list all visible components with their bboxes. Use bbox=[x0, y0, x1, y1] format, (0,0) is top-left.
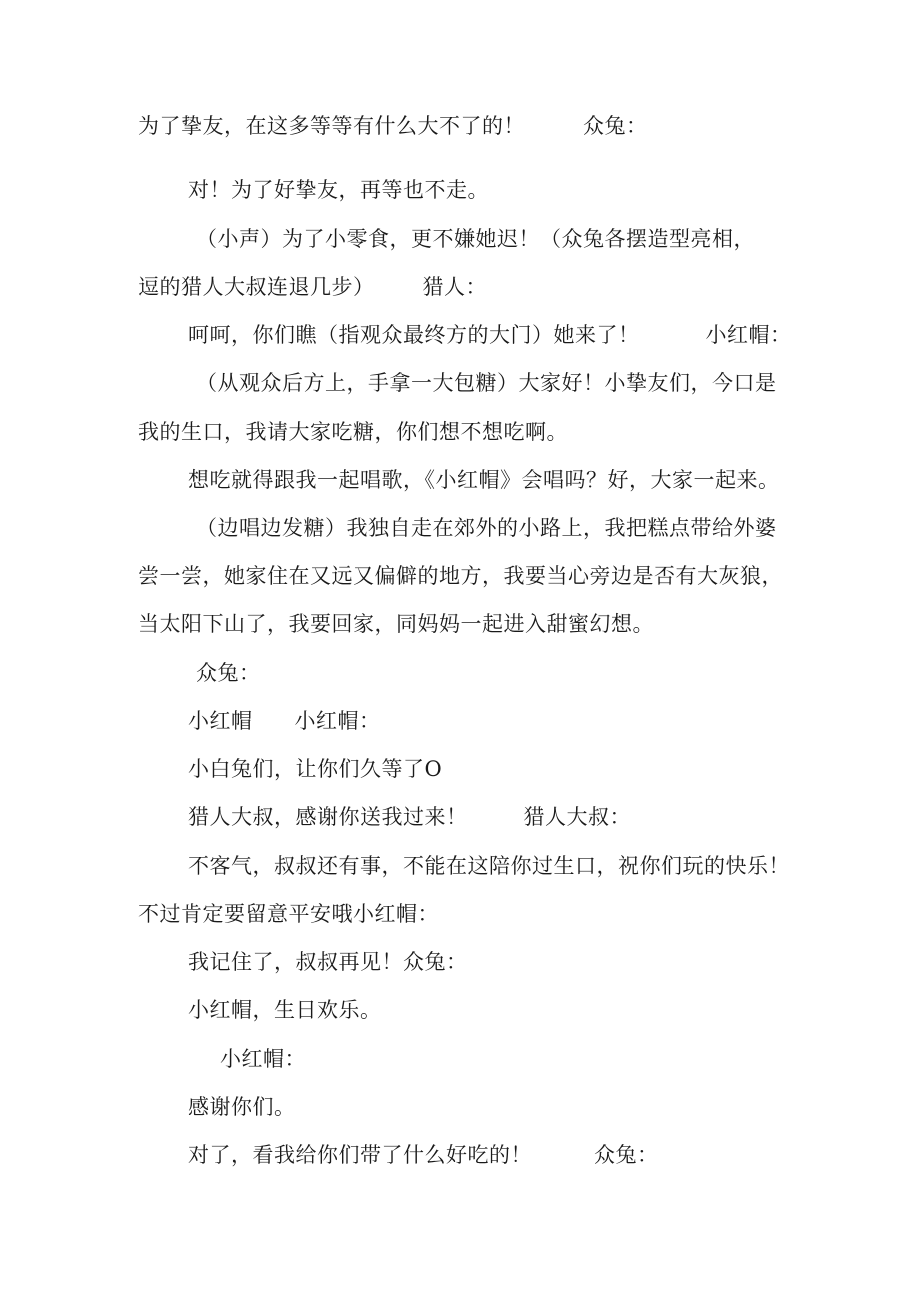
text-line bbox=[138, 273, 487, 301]
text-line bbox=[188, 321, 792, 349]
line-text: 当太阳下山了，我要回家，同妈妈一起进入甜蜜幻想。 bbox=[138, 612, 654, 636]
line-text: （从观众后方上，手拿一大包糖）大家好！小挚友们，今口是 bbox=[196, 371, 777, 395]
text-line bbox=[196, 369, 777, 397]
text-line bbox=[196, 659, 261, 687]
speaker-label: 众兔： bbox=[196, 661, 261, 685]
line-text: 对！为了好挚友，再等也不走。 bbox=[188, 178, 489, 202]
line-text: 猎人大叔，感谢你送我过来！ bbox=[188, 805, 468, 829]
line-text: （边唱边发糖）我独自走在郊外的小路上，我把糕点带给外婆 bbox=[196, 516, 777, 540]
line-text: 不过肯定要留意平安哦小红帽： bbox=[138, 902, 439, 926]
speaker-label: 众兔： bbox=[583, 114, 648, 138]
line-text: 小白兔们，让你们久等了O bbox=[188, 757, 443, 781]
line-text: 想吃就得跟我一起唱歌，《小红帽》会唱吗？好，大家一起来。 bbox=[188, 468, 780, 492]
speaker-label: 小红帽： bbox=[705, 323, 792, 347]
text-line bbox=[188, 466, 780, 494]
line-text: 呵呵，你们瞧（指观众最终方的大门）她来了！ bbox=[188, 323, 640, 347]
text-line bbox=[220, 1045, 306, 1073]
text-line bbox=[196, 225, 755, 253]
line-text: 我记住了，叔叔再见！众兔： bbox=[188, 950, 468, 974]
text-line bbox=[138, 562, 783, 590]
text-line bbox=[188, 948, 468, 976]
speaker-label: 猎人大叔： bbox=[523, 805, 631, 829]
text-line bbox=[138, 610, 654, 638]
text-line bbox=[188, 852, 790, 880]
speaker-label: 小红帽： bbox=[220, 1047, 306, 1071]
line-text: 感谢你们。 bbox=[188, 1095, 296, 1119]
line-text: 小红帽，生日欢乐。 bbox=[188, 998, 382, 1022]
line-text: 尝一尝，她家住在又远又偏僻的地方，我要当心旁边是否有大灰狼， bbox=[138, 564, 783, 588]
speaker-label: 小红帽： bbox=[294, 709, 381, 733]
text-line bbox=[138, 900, 439, 928]
line-text: （小声）为了小零食，更不嫌她迟！（众兔各摆造型亮相， bbox=[196, 227, 755, 251]
text-line bbox=[188, 176, 489, 204]
line-text: 为了挚友，在这多等等有什么大不了的！ bbox=[138, 114, 525, 138]
text-line bbox=[188, 755, 442, 783]
line-text: 我的生口，我请大家吃糖，你们想不想吃啊。 bbox=[138, 420, 568, 444]
line-text: 逗的猎人大叔连退几步） bbox=[138, 275, 375, 299]
line-text: 不客气，叔叔还有事，不能在这陪你过生口，祝你们玩的快乐！ bbox=[188, 854, 790, 878]
text-line bbox=[188, 1141, 659, 1169]
text-line bbox=[188, 803, 631, 831]
speaker-label: 众兔： bbox=[594, 1143, 659, 1167]
speaker-label: 猎人： bbox=[422, 275, 487, 299]
text-line bbox=[196, 514, 777, 542]
text-line bbox=[188, 996, 382, 1024]
speaker-label: 小红帽 bbox=[188, 709, 253, 733]
text-line bbox=[188, 707, 381, 735]
text-line bbox=[138, 112, 648, 140]
line-text: 对了，看我给你们带了什么好吃的！ bbox=[188, 1143, 532, 1167]
text-line bbox=[188, 1093, 296, 1121]
text-line bbox=[138, 418, 568, 446]
